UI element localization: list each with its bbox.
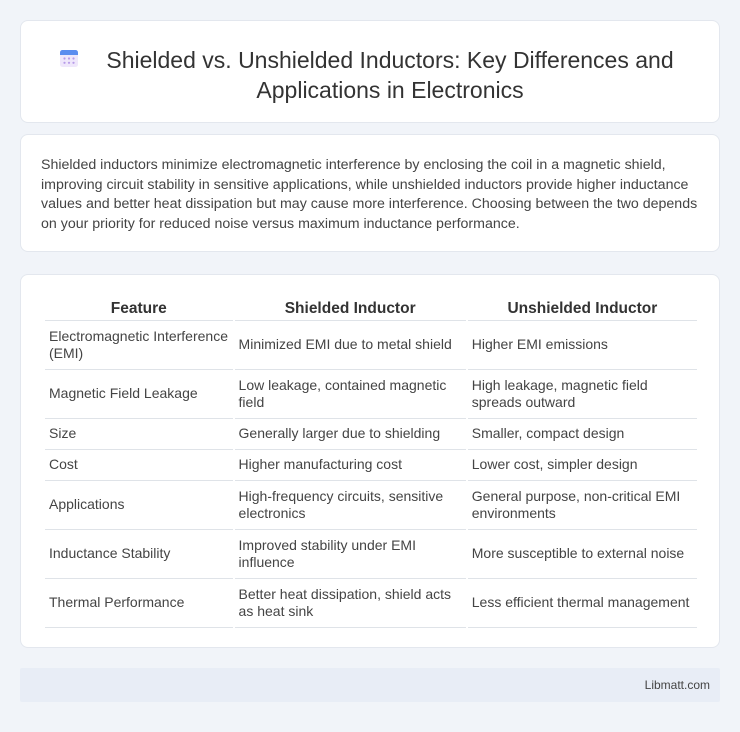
table-row	[45, 530, 697, 579]
table-row	[45, 419, 697, 450]
table-cell: General purpose, non-critical EMI environments	[468, 481, 697, 530]
table-cell: Generally larger due to shielding	[235, 419, 466, 450]
table-cell: High-frequency circuits, sensitive electronics	[235, 481, 466, 530]
table-cell: Better heat dissipation, shield acts as heat sink	[235, 579, 466, 628]
summary-text: Shielded inductors minimize electromagnetic interference by enclosing the coil in a magnetic shield, improving circuit stability in sensitive applications, while unshielded inductors provide higher inductance values and better heat dissipation but may cause more interference. Choosing between the two depends on your priority for reduced noise versus maximum inductance performance.	[41, 157, 698, 232]
header-unshielded: Unshielded Inductor	[468, 295, 697, 321]
table-cell: Applications	[45, 481, 233, 530]
table-cell: Less efficient thermal management	[468, 579, 697, 628]
table-row	[45, 579, 697, 628]
table-cell: Improved stability under EMI influence	[235, 530, 466, 579]
table-cell: Higher manufacturing cost	[235, 450, 466, 481]
table-header-row	[45, 295, 697, 321]
table-row	[45, 370, 697, 419]
footer-site-link[interactable]: Libmatt.com	[644, 678, 710, 692]
table-cell: Electromagnetic Interference (EMI)	[45, 321, 233, 370]
table-cell: Size	[45, 419, 233, 450]
table-row	[45, 481, 697, 530]
table-cell: Cost	[45, 450, 233, 481]
page-title: Shielded vs. Unshielded Inductors: Key Differences and Applications in Electronics	[106, 47, 674, 103]
summary-card	[20, 134, 720, 252]
table-cell: Lower cost, simpler design	[468, 450, 697, 481]
table-cell: More susceptible to external noise	[468, 530, 697, 579]
table-cell: Higher EMI emissions	[468, 321, 697, 370]
comparison-table-card	[20, 274, 720, 648]
table-cell: Minimized EMI due to metal shield	[235, 321, 466, 370]
table-cell: High leakage, magnetic field spreads outward	[468, 370, 697, 419]
comparison-table	[43, 295, 699, 628]
header-feature: Feature	[45, 295, 233, 321]
table-cell: Smaller, compact design	[468, 419, 697, 450]
table-row	[45, 450, 697, 481]
title-card	[20, 20, 720, 123]
table-cell: Low leakage, contained magnetic field	[235, 370, 466, 419]
table-cell: Inductance Stability	[45, 530, 233, 579]
footer	[20, 668, 720, 702]
header-shielded: Shielded Inductor	[235, 295, 466, 321]
table-row	[45, 321, 697, 370]
table-cell: Thermal Performance	[45, 579, 233, 628]
table-cell: Magnetic Field Leakage	[45, 370, 233, 419]
